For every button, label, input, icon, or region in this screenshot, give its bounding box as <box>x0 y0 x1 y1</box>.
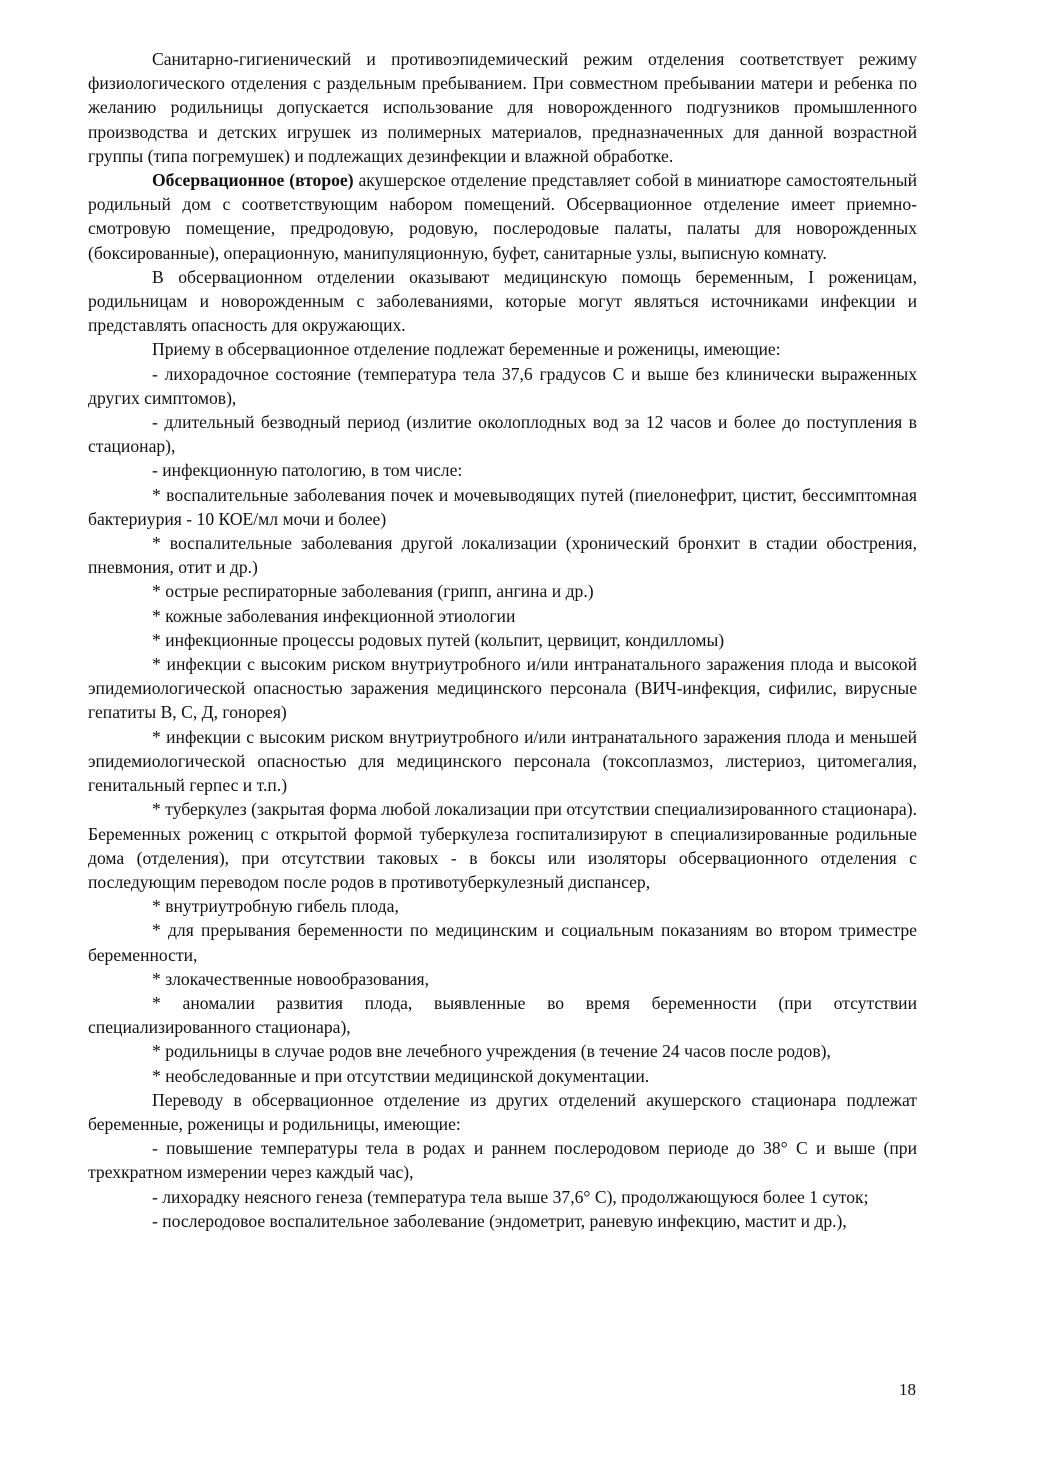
list-item-infectious-pathology: - инфекционную патологию, в том числе: <box>152 460 463 481</box>
paragraph-medical-care: В обсервационном отделении оказывают медицинскую помощь беременным, I роженицам, родильницам и новорожденным с заболеваниями, которые могут являться источниками инфекции и представлять опасность для окружающих. <box>88 266 917 336</box>
list-item-fetal-death: * внутриутробную гибель плода, <box>152 896 399 917</box>
list-item-birth-canal: * инфекционные процессы родовых путей (кольпит, цервицит, кондилломы) <box>152 629 725 650</box>
list-item-anomalies: * аномалии развития плода, выявленные во время беременности (при отсутствии специализированного стационара), <box>88 992 917 1038</box>
list-item-neoplasms: * злокачественные новообразования, <box>152 968 429 989</box>
list-item-kidney-diseases: * воспалительные заболевания почек и мочевыводящих путей (пиелонефрит, цистит, бессимптомная бактериурия - 10 КОЕ/мл мочи и более) <box>88 484 917 529</box>
paragraph-observation-department <box>88 168 917 265</box>
page-number: 18 <box>899 1380 916 1399</box>
list-item-births-outside: * родильницы в случае родов вне лечебного учреждения (в течение 24 часов после родов), <box>152 1041 831 1062</box>
paragraph-admission-intro: Приему в обсервационное отделение подлежат беременные и роженицы, имеющие: <box>152 339 781 360</box>
paragraph-transfer-intro: Переводу в обсервационное отделение из других отделений акушерского стационара подлежат беременные, роженицы и родильницы, имеющие: <box>88 1089 917 1134</box>
list-item-other-inflammatory: * воспалительные заболевания другой локализации (хронический бронхит в стадии обострения, пневмония, отит и др.) <box>88 533 917 578</box>
list-item-skin-diseases: * кожные заболевания инфекционной этиологии <box>152 605 516 626</box>
list-item-high-risk-high-danger: * инфекции с высоким риском внутриутробного и/или интранатального заражения плода и высокой эпидемиологической опасностью заражения медицинского персонала (ВИЧ-инфекция, сифилис, вирусные гепатиты В, С, Д, гонорея) <box>88 654 917 723</box>
document-page <box>88 47 917 1233</box>
paragraph-sanitary-regime: Санитарно-гигиенический и противоэпидемический режим отделения соответствует режиму физиологического отделения с раздельным пребыванием. При совместном пребывании матери и ребенка по желанию родильницы допускается использование для новорожденного подгузников промышленного производства и детских игрушек из полимерных материалов, предназначенных для данной возрастной группы (типа погремушек) и подлежащих дезинфекции и влажной обработке. <box>88 49 917 166</box>
list-item-postpartum-inflammation: - послеродовое воспалительное заболевание (эндометрит, раневую инфекцию, мастит и др.), <box>152 1210 847 1231</box>
list-item-tuberculosis: * туберкулез (закрытая форма любой локализации при отсутствии специализированного стационара). Беременных рожениц с открытой формой туберкулеза госпитализируют в специализированные родильные дома (отделения), при отсутствии таковых - в боксы или изоляторы обсервационного отделения с последующим переводом после родов в противотуберкулезный диспансер, <box>88 799 917 892</box>
list-item-high-risk-low-danger: * инфекции с высоким риском внутриутробного и/или интранатального заражения плода и меньшей эпидемиологической опасностью для медицинского персонала (токсоплазмоз, листериоз, цитомегалия, генитальный герпес и т.п.) <box>88 726 917 796</box>
list-item-respiratory: * острые респираторные заболевания (грипп, ангина и др.) <box>152 581 594 602</box>
paragraph-observation-text: акушерское отделение представляет собой в миниатюре самостоятельный родильный дом с соответствующим набором помещений. Обсервационное отделение имеет приемно-смотровую помещение, предродовую, родовую, послеродовые палаты, палаты для новорожденных (боксированные), операционную, манипуляционную, буфет, санитарные узлы, выписную комнату. <box>88 170 917 263</box>
list-item-termination: * для прерывания беременности по медицинским и социальным показаниям во втором триместре беременности, <box>88 920 917 965</box>
list-item-unclear-fever: - лихорадку неясного генеза (температура тела выше 37,6° С), продолжающуюся более 1 суток; <box>152 1186 869 1207</box>
list-item-unexamined: * необследованные и при отсутствии медицинской документации. <box>152 1065 650 1086</box>
list-item-temperature-rise: - повышение температуры тела в родах и раннем послеродовом периоде до 38° С и выше (при трехкратном измерении через каждый час), <box>88 1138 917 1183</box>
term-observation-department: Обсервационное (второе) <box>152 170 354 191</box>
list-item-fever: - лихорадочное состояние (температура тела 37,6 градусов С и выше без клинически выраженных других симптомов), <box>88 363 917 408</box>
list-item-anhydrous-period: - длительный безводный период (излитие околоплодных вод за 12 часов и более до поступления в стационар), <box>88 412 917 457</box>
